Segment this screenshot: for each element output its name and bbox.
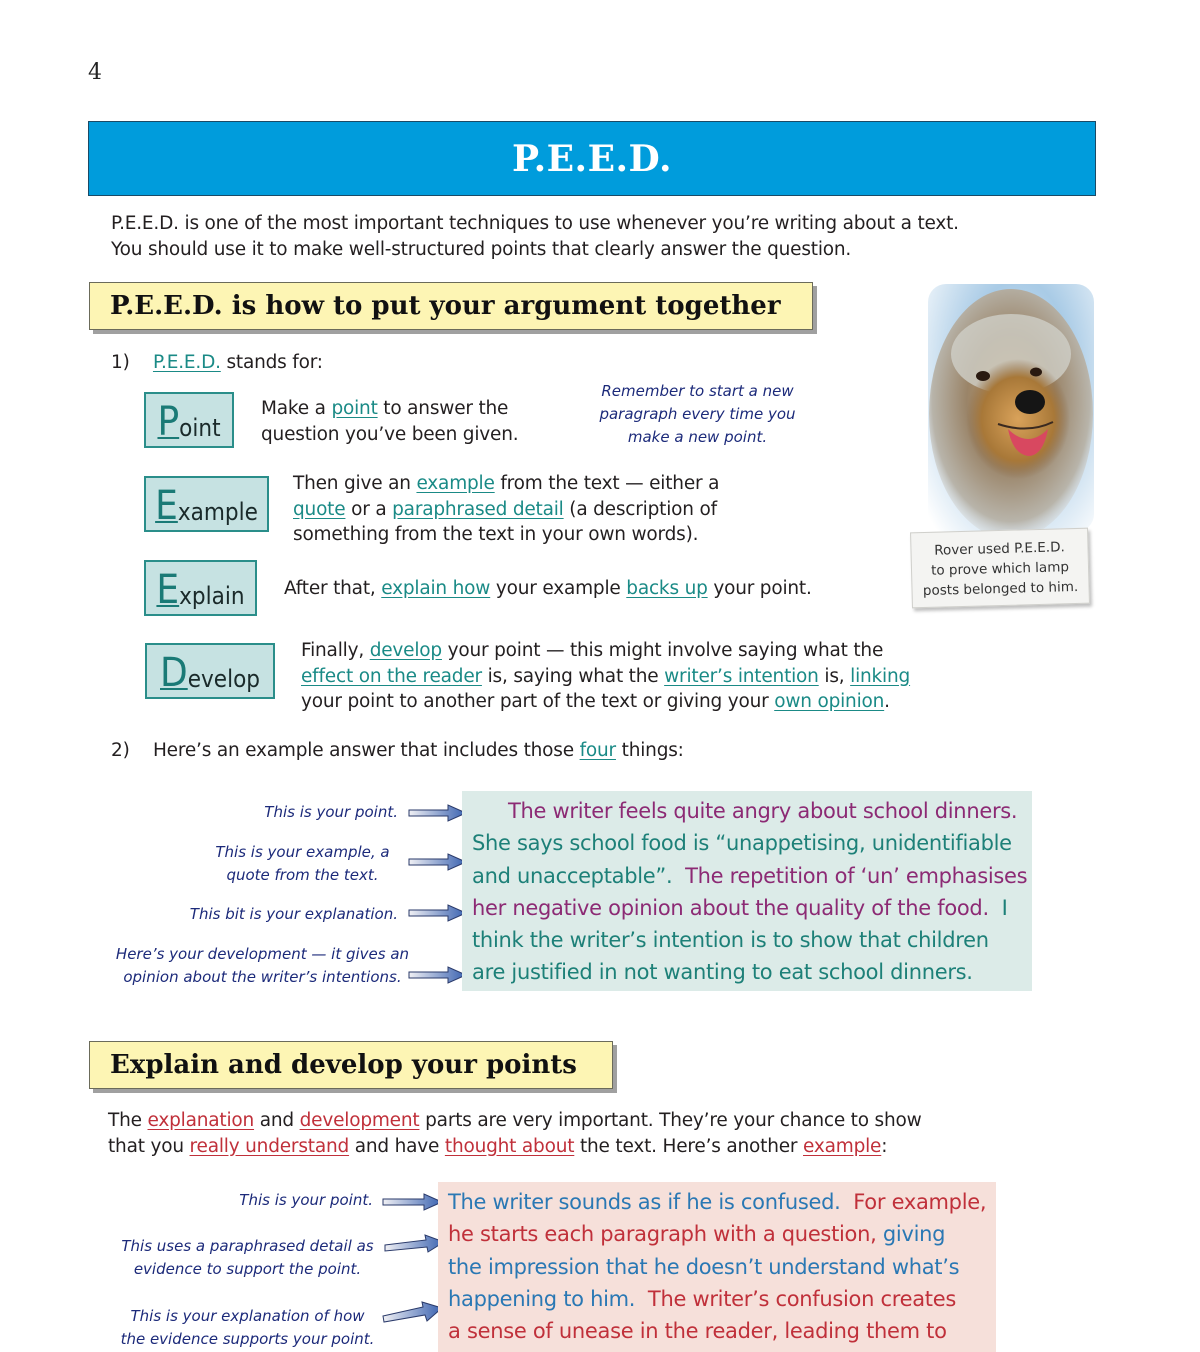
term-own-opinion: own opinion bbox=[774, 691, 885, 712]
point-box bbox=[144, 392, 234, 448]
text: your point — this might involve saying what the bbox=[441, 640, 884, 661]
text: the evidence supports your point. bbox=[120, 1330, 375, 1348]
label-explanation-2 bbox=[110, 1305, 385, 1351]
text: something from the text in your own words). bbox=[293, 524, 699, 545]
point-word: oint bbox=[179, 414, 221, 442]
term-linking: linking bbox=[850, 665, 911, 687]
caption-line-2: to prove which lamp bbox=[930, 559, 1070, 579]
arrow-icon bbox=[384, 1234, 446, 1254]
text: Here’s an example answer that includes those bbox=[152, 740, 580, 761]
answer-explanation: The repetition of ‘un’ emphasises bbox=[685, 863, 1028, 888]
label-development bbox=[100, 943, 425, 989]
arrow-icon bbox=[408, 852, 468, 872]
item-2 bbox=[111, 738, 684, 764]
term-explain-how: explain how bbox=[381, 578, 491, 599]
intro-line-1: P.E.E.D. is one of the most important techniques to use whenever you’re writing about a text. bbox=[111, 213, 959, 234]
text: and have bbox=[349, 1135, 445, 1157]
title-banner bbox=[88, 121, 1096, 196]
term-writers-intention: writer’s intention bbox=[664, 665, 819, 687]
text: or a bbox=[345, 498, 393, 520]
answer-point: The writer feels quite angry about school dinners. bbox=[508, 799, 1018, 823]
label-explanation: This bit is your explanation. bbox=[189, 905, 398, 923]
term-quote: quote bbox=[293, 498, 346, 520]
section-heading-text: Explain and develop your points bbox=[110, 1050, 577, 1080]
term-effect-on-reader: effect on the reader bbox=[301, 665, 482, 687]
photo-caption bbox=[910, 528, 1090, 609]
answer2-development: The writer’s confusion creates bbox=[647, 1286, 956, 1311]
term-explanation: explanation bbox=[147, 1110, 255, 1131]
text: This is your example, a bbox=[215, 843, 390, 861]
develop-word: evelop bbox=[187, 665, 260, 693]
term-four: four bbox=[579, 740, 616, 761]
dog-photo bbox=[928, 284, 1094, 532]
label-point-2: This is your point. bbox=[239, 1191, 373, 1209]
answer2-point: The writer sounds as if he is confused. bbox=[448, 1190, 841, 1214]
text: from the text — either a bbox=[494, 473, 720, 494]
example-answer-2 bbox=[438, 1182, 996, 1352]
peed-link: P.E.E.D. bbox=[152, 352, 221, 373]
text: is, bbox=[818, 665, 851, 687]
page-title: P.E.E.D. bbox=[511, 137, 673, 180]
label-point: This is your point. bbox=[264, 803, 398, 821]
answer2-evidence: For example, bbox=[853, 1190, 987, 1214]
example-initial: E bbox=[155, 483, 178, 529]
text: is, saying what the bbox=[481, 665, 665, 687]
answer2-explanation-end: happening to him. bbox=[448, 1286, 636, 1311]
text: The bbox=[108, 1110, 148, 1131]
develop-initial: D bbox=[160, 650, 188, 696]
section-heading-explain-develop bbox=[89, 1041, 613, 1089]
term-example: example bbox=[416, 473, 495, 494]
text: evidence to support the point. bbox=[133, 1260, 362, 1278]
arrow-icon bbox=[382, 1302, 444, 1324]
example-word: xample bbox=[177, 498, 258, 526]
caption-line-1: Rover used P.E.E.D. bbox=[934, 539, 1065, 559]
explain-box bbox=[144, 560, 257, 616]
label-evidence bbox=[110, 1235, 385, 1281]
text: After that, bbox=[284, 578, 382, 599]
answer-development-start: I bbox=[1001, 895, 1008, 920]
explain-description bbox=[284, 576, 812, 602]
item-1-number: 1) bbox=[111, 352, 130, 373]
text: your point. bbox=[707, 578, 812, 599]
explain-initial: E bbox=[156, 567, 180, 613]
text: This uses a paraphrased detail as bbox=[121, 1237, 374, 1255]
text: (a description of bbox=[563, 498, 717, 520]
answer-development: think the writer’s intention is to show that children bbox=[472, 928, 989, 953]
item-1-text: stands for: bbox=[220, 352, 323, 373]
text: that you bbox=[108, 1135, 190, 1157]
text: Here’s your development — it gives an bbox=[115, 945, 410, 963]
intro-paragraph bbox=[111, 211, 1011, 262]
develop-box bbox=[145, 643, 275, 699]
example-description bbox=[293, 471, 719, 548]
text: quote from the text. bbox=[226, 866, 379, 884]
text: . bbox=[884, 691, 890, 712]
intro-line-2: You should use it to make well-structured points that clearly answer the question. bbox=[111, 238, 852, 260]
answer-example: She says school food is “unappetising, unidentifiable bbox=[472, 831, 1012, 856]
text: and bbox=[254, 1110, 300, 1131]
term-paraphrased-detail: paraphrased detail bbox=[392, 498, 564, 520]
term-development: development bbox=[299, 1110, 420, 1131]
text: the text. Here’s another bbox=[574, 1135, 803, 1157]
arrow-icon bbox=[382, 1192, 444, 1212]
term-develop: develop bbox=[369, 640, 442, 661]
item-1 bbox=[111, 350, 323, 376]
answer2-development-cont: a sense of unease in the reader, leading them to bbox=[448, 1319, 947, 1344]
answer-example-end: and unacceptable”. bbox=[472, 863, 673, 888]
answer-explanation-end: her negative opinion about the quality of the food. bbox=[472, 895, 989, 920]
text: : bbox=[881, 1135, 888, 1157]
text: Make a bbox=[261, 398, 332, 419]
text: parts are very important. They’re your chance to show bbox=[419, 1110, 922, 1131]
term-example: example bbox=[803, 1135, 882, 1157]
text: Finally, bbox=[301, 640, 370, 661]
point-initial: P bbox=[157, 399, 180, 445]
text: This is your explanation of how bbox=[130, 1307, 365, 1325]
term-backs-up: backs up bbox=[626, 578, 708, 599]
explain-develop-paragraph bbox=[108, 1108, 922, 1159]
section-heading-argument bbox=[89, 282, 813, 330]
point-description bbox=[261, 396, 518, 447]
page-number: 4 bbox=[88, 60, 102, 85]
text: question you’ve been given. bbox=[261, 423, 519, 445]
example-box bbox=[144, 476, 269, 532]
answer2-evidence-cont: he starts each paragraph with a question, bbox=[448, 1222, 877, 1247]
text: to answer the bbox=[377, 398, 509, 419]
arrow-icon bbox=[408, 965, 468, 985]
develop-description bbox=[301, 638, 910, 715]
answer2-explanation: giving bbox=[882, 1222, 946, 1247]
answer-development-end: are justified in not wanting to eat school dinners. bbox=[472, 960, 973, 985]
term-thought-about: thought about bbox=[444, 1135, 575, 1157]
answer2-explanation-cont: the impression that he doesn’t understand what’s bbox=[448, 1254, 960, 1279]
text: your example bbox=[490, 578, 627, 599]
caption-line-3: posts belonged to him. bbox=[922, 578, 1079, 600]
text: your point to another part of the text or giving your bbox=[301, 691, 775, 712]
text: opinion about the writer’s intentions. bbox=[123, 968, 402, 986]
section-heading-text: P.E.E.D. is how to put your argument together bbox=[110, 291, 781, 321]
example-answer-1 bbox=[462, 791, 1032, 991]
dog-illustration bbox=[928, 284, 1094, 532]
label-example bbox=[190, 841, 415, 887]
text: things: bbox=[615, 740, 684, 761]
term-really-understand: really understand bbox=[189, 1135, 350, 1157]
new-paragraph-note: Remember to start a new paragraph every time you make a new point. bbox=[599, 382, 796, 446]
text: Then give an bbox=[293, 473, 417, 494]
arrow-icon bbox=[408, 803, 468, 823]
term-point: point bbox=[331, 398, 378, 419]
arrow-icon bbox=[408, 903, 468, 923]
item-2-number: 2) bbox=[111, 740, 130, 761]
explain-word: xplain bbox=[179, 582, 245, 610]
